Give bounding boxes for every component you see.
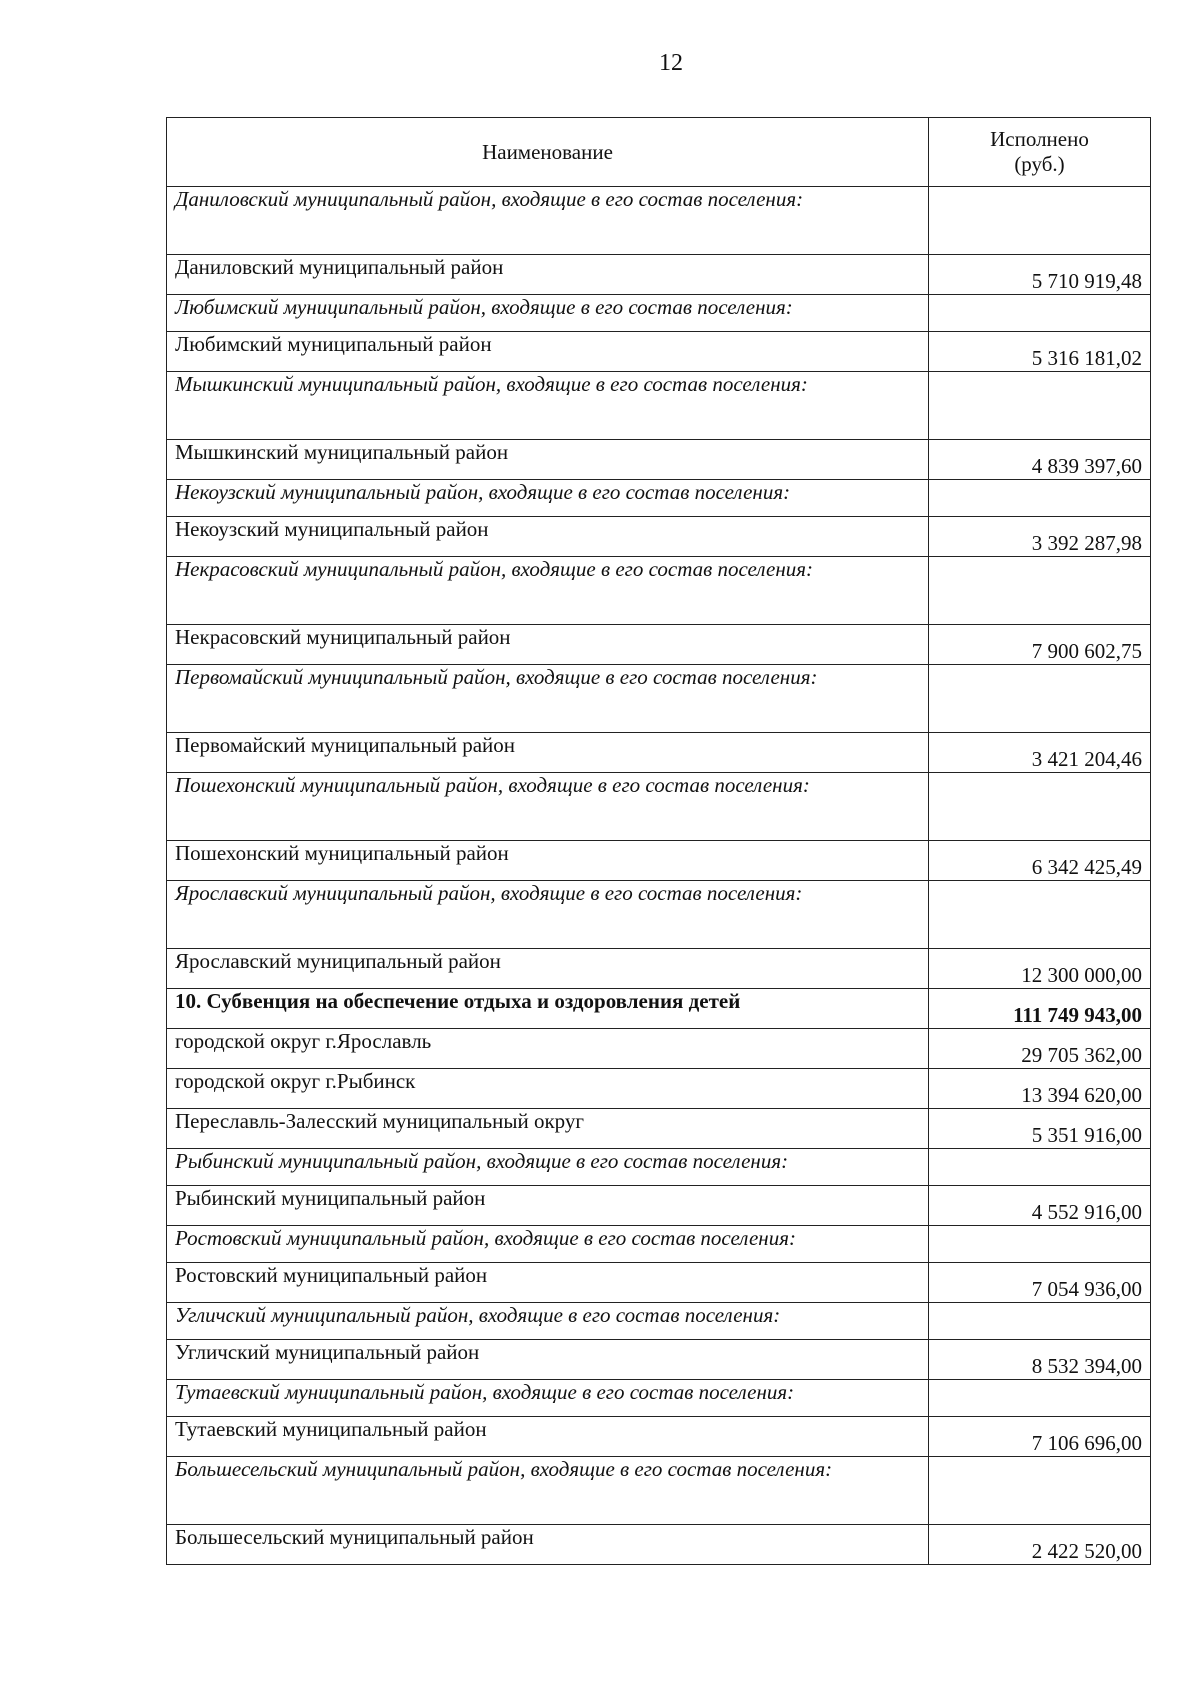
row-value	[929, 881, 1151, 949]
row-name: Угличский муниципальный район, входящие в его состав поселения:	[167, 1303, 929, 1340]
table-body	[167, 187, 1151, 1565]
table-row	[167, 440, 1151, 480]
table-row	[167, 841, 1151, 881]
row-name: Ярославский муниципальный район	[167, 949, 929, 989]
section-row	[167, 372, 1151, 440]
table-row	[167, 1263, 1151, 1303]
header-value-line2: (руб.)	[1014, 152, 1065, 176]
row-value: 4 839 397,60	[929, 440, 1151, 480]
row-value: 12 300 000,00	[929, 949, 1151, 989]
row-value: 5 710 919,48	[929, 255, 1151, 295]
row-name: Рыбинский муниципальный район	[167, 1186, 929, 1226]
section-row	[167, 881, 1151, 949]
row-name: городской округ г.Ярославль	[167, 1029, 929, 1069]
row-name: Некоузский муниципальный район, входящие в его состав поселения:	[167, 480, 929, 517]
header-value-line1: Исполнено	[990, 127, 1089, 151]
row-value	[929, 1226, 1151, 1263]
table-row	[167, 517, 1151, 557]
row-value: 6 342 425,49	[929, 841, 1151, 881]
row-value: 7 054 936,00	[929, 1263, 1151, 1303]
row-value	[929, 1380, 1151, 1417]
row-name: Любимский муниципальный район, входящие в его состав поселения:	[167, 295, 929, 332]
row-value: 3 392 287,98	[929, 517, 1151, 557]
row-name: Первомайский муниципальный район, входящие в его состав поселения:	[167, 665, 929, 733]
section-row	[167, 1303, 1151, 1340]
row-name: Пошехонский муниципальный район, входящие в его состав поселения:	[167, 773, 929, 841]
section-row	[167, 665, 1151, 733]
section-row	[167, 480, 1151, 517]
table-row	[167, 1417, 1151, 1457]
table-row	[167, 1186, 1151, 1226]
table-row	[167, 625, 1151, 665]
row-value: 7 106 696,00	[929, 1417, 1151, 1457]
table-header-row	[167, 118, 1151, 187]
row-name: городской округ г.Рыбинск	[167, 1069, 929, 1109]
row-value: 5 351 916,00	[929, 1109, 1151, 1149]
row-value: 111 749 943,00	[929, 989, 1151, 1029]
row-name: Некоузский муниципальный район	[167, 517, 929, 557]
row-value: 8 532 394,00	[929, 1340, 1151, 1380]
row-name: Угличский муниципальный район	[167, 1340, 929, 1380]
budget-table	[166, 117, 1151, 1565]
header-name: Наименование	[167, 118, 929, 187]
row-value	[929, 773, 1151, 841]
row-value	[929, 1303, 1151, 1340]
row-name: Пошехонский муниципальный район	[167, 841, 929, 881]
row-name: Ростовский муниципальный район	[167, 1263, 929, 1303]
row-value: 29 705 362,00	[929, 1029, 1151, 1069]
row-name: Мышкинский муниципальный район, входящие в его состав поселения:	[167, 372, 929, 440]
header-value	[929, 118, 1151, 187]
row-value	[929, 372, 1151, 440]
row-name: Даниловский муниципальный район	[167, 255, 929, 295]
row-value: 2 422 520,00	[929, 1525, 1151, 1565]
table-row	[167, 1340, 1151, 1380]
table-row	[167, 733, 1151, 773]
row-value	[929, 1457, 1151, 1525]
row-name: Большесельский муниципальный район	[167, 1525, 929, 1565]
section-row	[167, 773, 1151, 841]
row-value	[929, 480, 1151, 517]
table-row	[167, 949, 1151, 989]
table-row	[167, 1525, 1151, 1565]
row-name: Ростовский муниципальный район, входящие в его состав поселения:	[167, 1226, 929, 1263]
section-row	[167, 187, 1151, 255]
row-name: Даниловский муниципальный район, входящие в его состав поселения:	[167, 187, 929, 255]
table-row	[167, 255, 1151, 295]
row-name: Тутаевский муниципальный район, входящие в его состав поселения:	[167, 1380, 929, 1417]
row-value: 7 900 602,75	[929, 625, 1151, 665]
row-name: Ярославский муниципальный район, входящие в его состав поселения:	[167, 881, 929, 949]
section-row	[167, 1149, 1151, 1186]
row-name: Мышкинский муниципальный район	[167, 440, 929, 480]
row-value: 5 316 181,02	[929, 332, 1151, 372]
table-row	[167, 1109, 1151, 1149]
table-row	[167, 332, 1151, 372]
table-row	[167, 1069, 1151, 1109]
row-name: Некрасовский муниципальный район, входящие в его состав поселения:	[167, 557, 929, 625]
row-value: 13 394 620,00	[929, 1069, 1151, 1109]
row-name: Первомайский муниципальный район	[167, 733, 929, 773]
row-value	[929, 295, 1151, 332]
section-row	[167, 1380, 1151, 1417]
row-value: 3 421 204,46	[929, 733, 1151, 773]
row-name: Большесельский муниципальный район, входящие в его состав поселения:	[167, 1457, 929, 1525]
row-value	[929, 665, 1151, 733]
row-name: Переславль-Залесский муниципальный округ	[167, 1109, 929, 1149]
row-value: 4 552 916,00	[929, 1186, 1151, 1226]
total-row	[167, 989, 1151, 1029]
row-name: Любимский муниципальный район	[167, 332, 929, 372]
section-row	[167, 557, 1151, 625]
row-name: Тутаевский муниципальный район	[167, 1417, 929, 1457]
row-value	[929, 1149, 1151, 1186]
section-row	[167, 295, 1151, 332]
row-name: 10. Субвенция на обеспечение отдыха и оздоровления детей	[167, 989, 929, 1029]
section-row	[167, 1457, 1151, 1525]
table-row	[167, 1029, 1151, 1069]
section-row	[167, 1226, 1151, 1263]
row-value	[929, 557, 1151, 625]
page-number: 12	[659, 50, 683, 76]
row-value	[929, 187, 1151, 255]
row-name: Рыбинский муниципальный район, входящие в его состав поселения:	[167, 1149, 929, 1186]
row-name: Некрасовский муниципальный район	[167, 625, 929, 665]
